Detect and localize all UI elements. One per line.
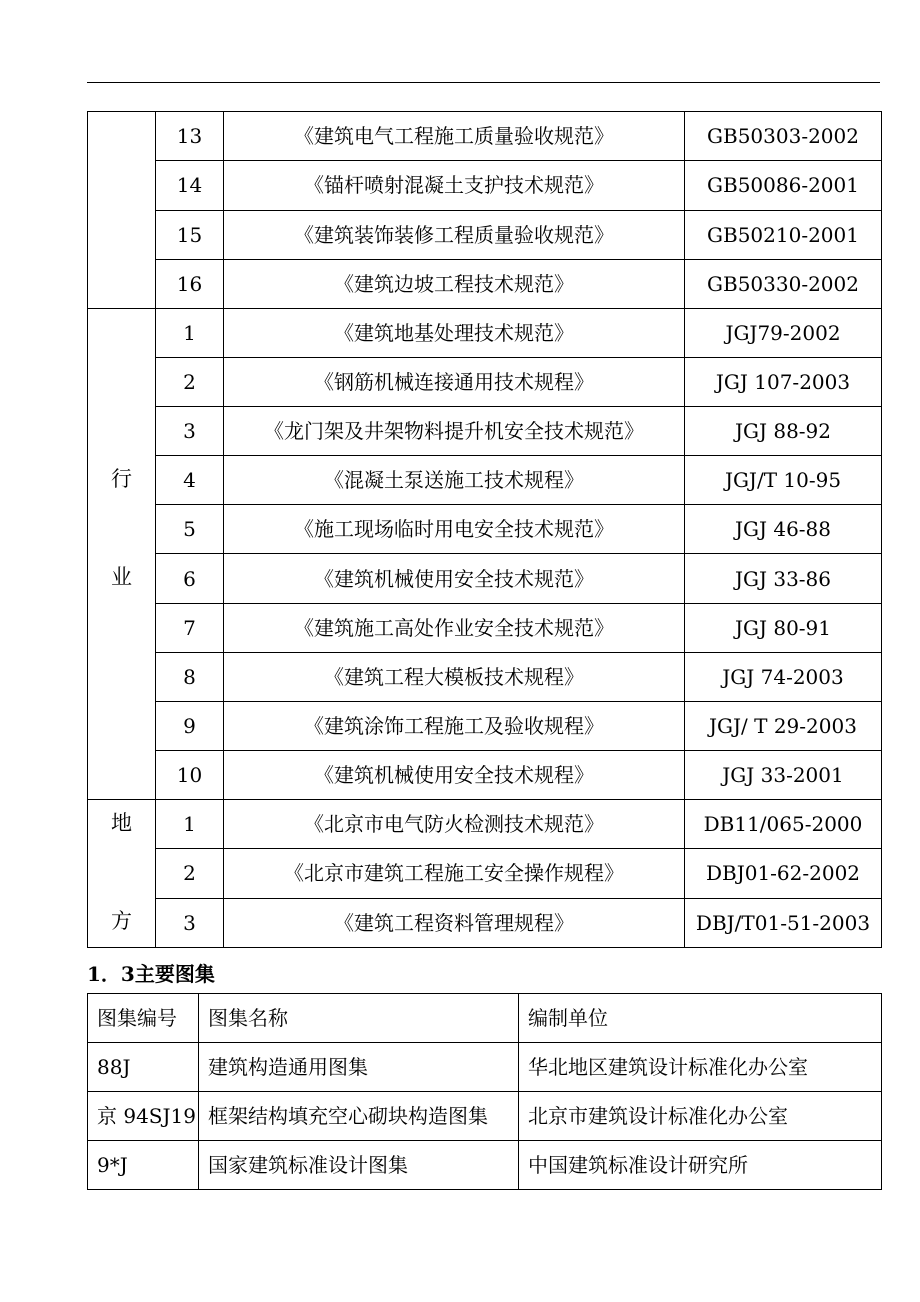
category-char: 业 — [111, 564, 132, 589]
standard-title: 《建筑机械使用安全技术规程》 — [224, 750, 685, 799]
atlas-issuer: 北京市建筑设计标准化办公室 — [519, 1092, 882, 1141]
standard-title: 《建筑涂饰工程施工及验收规程》 — [224, 701, 685, 750]
standard-title: 《建筑边坡工程技术规范》 — [224, 259, 685, 308]
standard-code: GB50303-2002 — [685, 112, 882, 161]
standard-number: 6 — [156, 554, 224, 603]
standard-number: 14 — [156, 161, 224, 210]
standard-number: 8 — [156, 652, 224, 701]
standards-table — [87, 111, 882, 948]
standard-number: 2 — [156, 849, 224, 898]
atlas-name: 建筑构造通用图集 — [199, 1043, 519, 1092]
atlas-name: 框架结构填充空心砌块构造图集 — [199, 1092, 519, 1141]
standard-title: 《建筑工程资料管理规程》 — [224, 898, 685, 947]
atlas-row — [88, 1092, 882, 1141]
atlas-row — [88, 1141, 882, 1190]
standard-code: JGJ/T 10-95 — [685, 456, 882, 505]
standard-title: 《北京市建筑工程施工安全操作规程》 — [224, 849, 685, 898]
standard-row — [88, 800, 882, 849]
atlas-code: 9*J — [88, 1141, 199, 1190]
atlas-header-cell: 图集编号 — [88, 994, 199, 1043]
standard-code: JGJ 46-88 — [685, 505, 882, 554]
atlas-header-row — [88, 994, 882, 1043]
standard-code: JGJ 88-92 — [685, 407, 882, 456]
standard-title: 《建筑地基处理技术规范》 — [224, 309, 685, 358]
standard-title: 《锚杆喷射混凝土支护技术规范》 — [224, 161, 685, 210]
standard-row — [88, 259, 882, 308]
standard-number: 3 — [156, 407, 224, 456]
standard-row — [88, 309, 882, 358]
standard-code: DB11/065-2000 — [685, 800, 882, 849]
standard-title: 《建筑装饰装修工程质量验收规范》 — [224, 210, 685, 259]
standard-number: 16 — [156, 259, 224, 308]
standard-number: 4 — [156, 456, 224, 505]
standard-number: 15 — [156, 210, 224, 259]
standard-row — [88, 505, 882, 554]
standard-row — [88, 407, 882, 456]
atlas-header-cell: 图集名称 — [199, 994, 519, 1043]
standard-row — [88, 554, 882, 603]
standard-title: 《龙门架及井架物料提升机安全技术规范》 — [224, 407, 685, 456]
category-char: 地 — [111, 810, 132, 835]
standard-code: JGJ79-2002 — [685, 309, 882, 358]
standard-number: 13 — [156, 112, 224, 161]
atlas-issuer: 中国建筑标准设计研究所 — [519, 1141, 882, 1190]
standard-code: JGJ/ T 29-2003 — [685, 701, 882, 750]
standard-row — [88, 652, 882, 701]
standard-number: 5 — [156, 505, 224, 554]
standard-title: 《建筑工程大模板技术规程》 — [224, 652, 685, 701]
standard-code: DBJ/T01-51-2003 — [685, 898, 882, 947]
standard-row — [88, 161, 882, 210]
atlas-table — [87, 993, 882, 1190]
standard-code: DBJ01-62-2002 — [685, 849, 882, 898]
standard-code: GB50210-2001 — [685, 210, 882, 259]
standard-code: JGJ 107-2003 — [685, 358, 882, 407]
header-rule — [87, 82, 880, 83]
standard-number: 2 — [156, 358, 224, 407]
standard-number: 3 — [156, 898, 224, 947]
standard-code: JGJ 33-2001 — [685, 750, 882, 799]
standard-row — [88, 358, 882, 407]
standard-row — [88, 750, 882, 799]
standard-title: 《钢筋机械连接通用技术规程》 — [224, 358, 685, 407]
standard-number: 1 — [156, 309, 224, 358]
category-char: 行 — [111, 466, 132, 491]
standard-row — [88, 701, 882, 750]
standard-code: JGJ 74-2003 — [685, 652, 882, 701]
standard-row — [88, 849, 882, 898]
section-heading: 1．3主要图集 — [87, 962, 215, 986]
standard-number: 9 — [156, 701, 224, 750]
standard-title: 《建筑施工高处作业安全技术规范》 — [224, 603, 685, 652]
standard-title: 《混凝土泵送施工技术规程》 — [224, 456, 685, 505]
standard-number: 1 — [156, 800, 224, 849]
standard-code: GB50086-2001 — [685, 161, 882, 210]
atlas-header-cell: 编制单位 — [519, 994, 882, 1043]
standard-title: 《施工现场临时用电安全技术规范》 — [224, 505, 685, 554]
standard-title: 《建筑电气工程施工质量验收规范》 — [224, 112, 685, 161]
atlas-code: 88J — [88, 1043, 199, 1092]
atlas-issuer: 华北地区建筑设计标准化办公室 — [519, 1043, 882, 1092]
standard-row — [88, 456, 882, 505]
category-char: 方 — [111, 908, 132, 933]
category-cell — [88, 112, 156, 309]
standard-number: 7 — [156, 603, 224, 652]
standard-code: GB50330-2002 — [685, 259, 882, 308]
standard-code: JGJ 80-91 — [685, 603, 882, 652]
standard-code: JGJ 33-86 — [685, 554, 882, 603]
standard-row — [88, 603, 882, 652]
atlas-row — [88, 1043, 882, 1092]
standard-number: 10 — [156, 750, 224, 799]
standard-title: 《北京市电气防火检测技术规范》 — [224, 800, 685, 849]
standard-row — [88, 898, 882, 947]
standard-row — [88, 112, 882, 161]
atlas-name: 国家建筑标准设计图集 — [199, 1141, 519, 1190]
atlas-code: 京 94SJ19 — [88, 1092, 199, 1141]
category-cell — [88, 309, 156, 800]
standard-title: 《建筑机械使用安全技术规范》 — [224, 554, 685, 603]
standard-row — [88, 210, 882, 259]
category-cell — [88, 800, 156, 948]
